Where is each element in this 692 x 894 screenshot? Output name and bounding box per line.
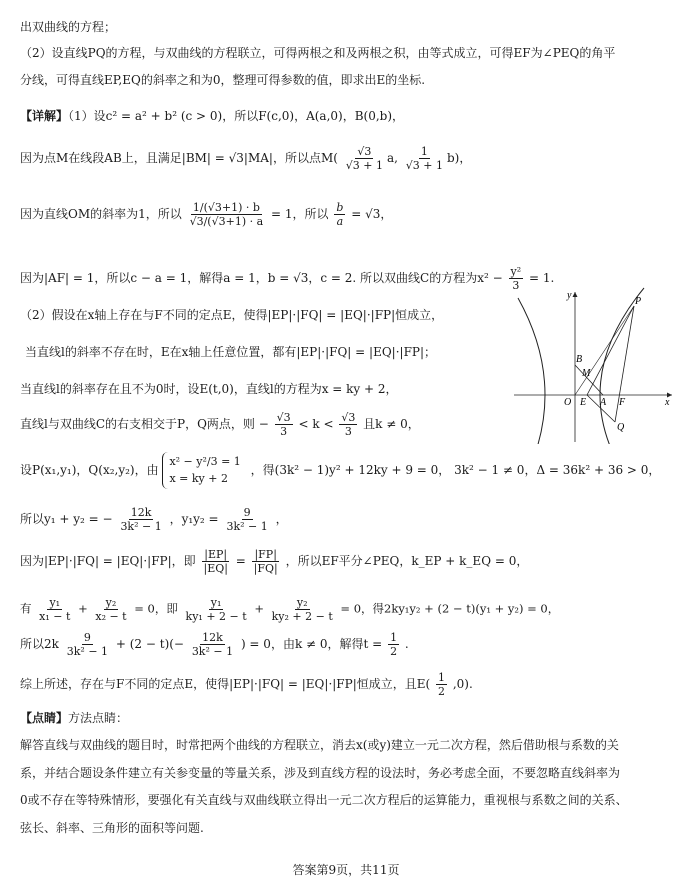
numerator: √3 (357, 145, 372, 158)
text-line-3: 分线，可得直线EP,EQ的斜率之和为0，整理可得参数的值，即求出E的坐标. (20, 73, 426, 87)
fraction (184, 597, 249, 622)
denominator: x₁ − t (39, 610, 71, 623)
part2-line-1: （2）假设在x轴上存在与F不同的定点E，使得|EP|·|FQ| = |EQ|·|FP|恒成立， (20, 308, 444, 322)
denominator: |EQ| (203, 562, 228, 575)
fraction (436, 672, 447, 697)
denominator: 3k² − 1 (120, 520, 162, 533)
tip-line-4: 弦长、斜率、三角形的面积等问题. (20, 821, 204, 835)
label-o: O (564, 397, 572, 408)
text-segment: 综上所述，存在与F不同的定点E，使得|EP|·|FQ| = |EQ|·|FP|恒成立，且E( (20, 677, 431, 691)
label-m: M (582, 368, 591, 379)
numerator: 1/(√3+1) · b (192, 201, 260, 214)
system-equation-2: x = ky + 2 (169, 471, 228, 485)
text-segment: 设P(x₁,y₁)，Q(x₂,y₂)，由 (20, 463, 159, 477)
text-segment: ，得(3k² − 1)y² + 12ky + 9 = 0， 3k² − 1 ≠ 0，Δ = 36k² + 36 > 0， (250, 463, 661, 477)
denominator: 2 (390, 645, 398, 658)
label-a: A (600, 397, 607, 408)
numerator: |FP| (254, 548, 277, 561)
tip-line-1: 解答直线与双曲线的题目时，时常把两个曲线的方程联立，消去x(或y)建立一元二次方程，然后借助根与系数的关 (20, 738, 619, 752)
fraction (270, 597, 335, 622)
slope-om-line (20, 202, 392, 227)
fraction (252, 549, 280, 574)
denominator: 3k² − 1 (66, 645, 109, 658)
text-segment: = (235, 554, 246, 568)
part2-line-3: 当直线l的斜率存在且不为0时，设E(t,0)，直线l的方程为x = ky + 2， (20, 382, 398, 396)
fraction (344, 146, 385, 171)
text-segment: ) = 0，由k ≠ 0，解得t = (240, 637, 383, 651)
denominator: a (336, 215, 344, 228)
compound-fraction (188, 202, 266, 227)
detail-line-1 (20, 108, 404, 125)
text-segment: + (78, 601, 88, 616)
denominator: √3 + 1 (405, 159, 443, 172)
denominator: |FQ| (253, 562, 278, 575)
fraction (201, 549, 229, 574)
label-e: E (580, 397, 587, 408)
numerator: 12k (130, 506, 152, 519)
text-segment: a, (386, 151, 398, 165)
page-footer: 答案第9页，共11页 (292, 863, 400, 877)
tip-heading-line (20, 710, 128, 727)
part2-line-2: 当直线l的斜率不存在时，E在x轴上任意位置，都有|EP|·|FQ| = |EQ|·|FP|； (25, 345, 437, 359)
text-segment: 因为点M在线段AB上，且满足|BM| = √3|MA|，所以点M( (20, 151, 338, 165)
text-segment: ,0). (452, 677, 473, 691)
hyperbola-left-branch (518, 298, 545, 444)
hyperbola-eq-line (20, 266, 554, 291)
point-m-line (20, 146, 471, 171)
bisector-line (20, 549, 528, 574)
numerator: 1 (390, 631, 398, 644)
denominator: √3/(√3+1) · a (189, 215, 264, 228)
text-segment: + (254, 601, 264, 616)
text-segment: 因为|EP|·|FQ| = |EQ|·|FP|，即 (20, 554, 196, 568)
text-segment: ， (275, 512, 288, 526)
k-range-line (20, 412, 420, 437)
numerator: √3 (341, 411, 356, 424)
hyperbola-right-branch (600, 288, 644, 444)
fraction (388, 632, 399, 657)
denominator: 2 (438, 685, 446, 698)
denominator: x₂ − t (95, 610, 127, 623)
text-line-1: 出双曲线的方程； (20, 20, 117, 34)
label-b: B (576, 354, 583, 365)
text-segment: = 0，得2ky₁y₂ + (2 − t)(y₁ + y₂) = 0， (340, 601, 560, 616)
denominator: 3 (512, 279, 520, 292)
fraction (275, 412, 293, 437)
numerator: y² (510, 265, 522, 278)
text-segment: 有 (20, 601, 32, 616)
numerator: 1 (420, 145, 428, 158)
text-segment: = √3， (351, 207, 393, 221)
detail-tag: 【详解】 (20, 109, 69, 123)
numerator: y₂ (105, 596, 117, 609)
denominator: 3k² − 1 (226, 520, 268, 533)
fraction (190, 632, 235, 657)
denominator: 3 (344, 425, 352, 438)
text-segment: + (2 − t)(− (115, 637, 184, 651)
numerator: y₂ (296, 596, 308, 609)
text-line-2: （2）设直线PQ的方程，与双曲线的方程联立，可得两根之和及两根之积，由等式成立，可得EF为∠PEQ的角平 (20, 46, 616, 60)
tip-tag: 【点睛】 (20, 711, 69, 725)
text-segment: 所以2k (20, 637, 59, 651)
label-q: Q (617, 422, 625, 433)
text-segment: 因为|AF| = 1，所以c − a = 1，解得a = 1，b = √3，c = 2. 所以双曲线C的方程为x² − (20, 271, 503, 285)
numerator: 9 (243, 506, 251, 519)
text-segment: = 0，即 (134, 601, 178, 616)
numerator: y₁ (49, 596, 61, 609)
text-segment: b)， (447, 151, 472, 165)
fraction (65, 632, 110, 657)
numerator: |EP| (204, 548, 228, 561)
system-equation-1: x² − y²/3 = 1 (169, 455, 241, 468)
numerator: b (336, 201, 344, 214)
system-line (20, 452, 660, 489)
solve-t-line (20, 632, 409, 657)
text-segment: 所以y₁ + y₂ = − (20, 512, 113, 526)
fraction (339, 412, 357, 437)
fraction (37, 597, 72, 622)
fraction (224, 507, 269, 532)
fraction (334, 202, 345, 227)
tip-line-3: 0或不存在等特殊情形，要强化有关直线与双曲线联立得出一元二次方程后的运算能力，重视根与系数之间的关系、 (20, 793, 628, 807)
text-segment: ，所以EF平分∠PEQ，k_EP + k_EQ = 0， (285, 554, 529, 568)
numerator: 9 (83, 631, 91, 644)
fraction (118, 507, 163, 532)
segment-om (575, 306, 634, 395)
equation-system (162, 452, 246, 489)
denominator: 3 (280, 425, 288, 438)
numerator: √3 (276, 411, 291, 424)
text-segment: 直线l与双曲线C的右支相交于P，Q两点，则 − (20, 417, 269, 431)
denominator: ky₁ + 2 − t (185, 610, 247, 623)
numerator: y₁ (210, 596, 222, 609)
text-segment: . (404, 637, 409, 651)
label-x: x (665, 397, 670, 408)
text-segment: = 1. (528, 271, 555, 285)
detail-text: （1）设c² = a² + b² (c > 0)，所以F(c,0)，A(a,0)，B(0,b)， (68, 109, 405, 123)
vieta-line (20, 507, 288, 532)
tip-line-2: 系，并结合题设条件建立有关参变量的等量关系，涉及到直线方程的设法时，务必考虑全面，不要忽略直线斜率为 (20, 766, 621, 780)
text-segment: < k < (298, 417, 334, 431)
tip-title: 方法点睛： (68, 711, 129, 725)
y-axis-arrow (573, 292, 578, 297)
label-p: P (635, 296, 642, 307)
hyperbola-figure (514, 286, 676, 444)
text-segment: = 1，所以 (271, 207, 329, 221)
label-y: y (567, 290, 572, 301)
fraction (404, 146, 445, 171)
slope-sum-line (20, 597, 559, 622)
denominator: ky₂ + 2 − t (271, 610, 333, 623)
denominator: √3 + 1 (345, 159, 383, 172)
conclusion-line (20, 672, 473, 697)
fraction (93, 597, 128, 622)
numerator: 1 (438, 671, 446, 684)
text-segment: 因为直线OM的斜率为1，所以 (20, 207, 182, 221)
numerator: 12k (202, 631, 223, 644)
text-segment: 且k ≠ 0， (363, 417, 420, 431)
text-segment: ，y₁y₂ = (169, 512, 219, 526)
label-f: F (619, 397, 626, 408)
denominator: 3k² − 1 (191, 645, 234, 658)
